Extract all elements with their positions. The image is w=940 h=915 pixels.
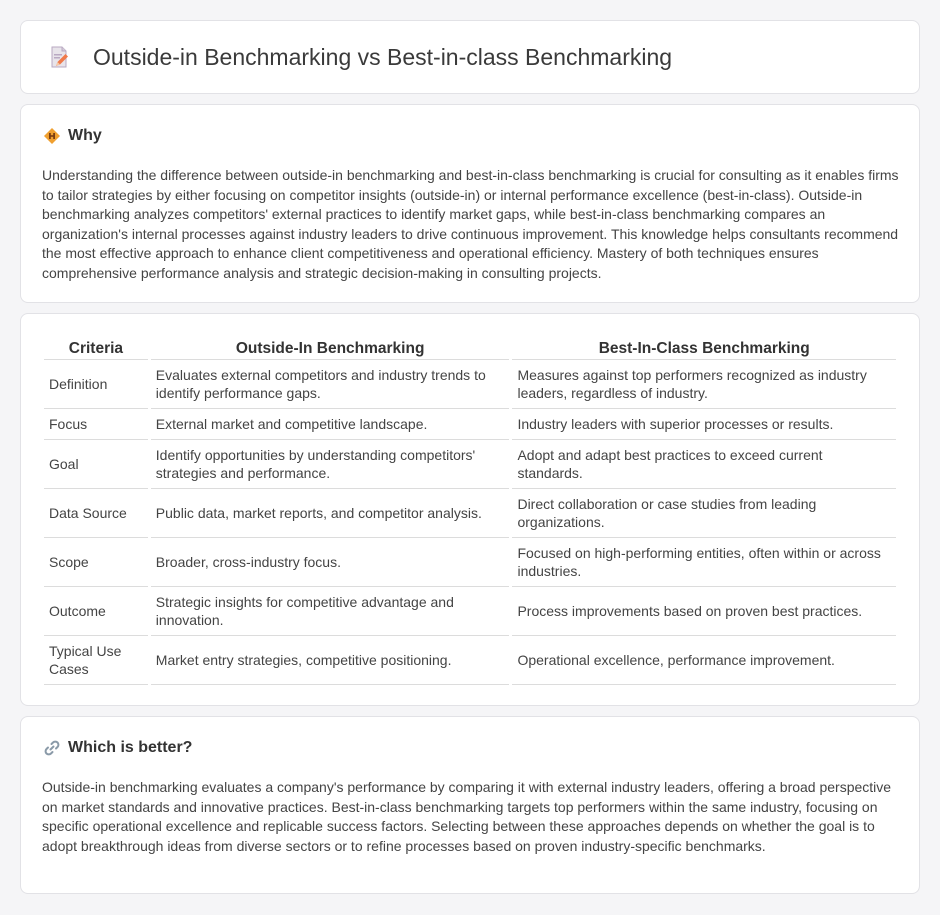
row-outside-in: External market and competitive landscape. xyxy=(151,409,510,440)
section-title-which-is-better: Which is better? xyxy=(68,739,193,756)
why-paragraph: Understanding the difference between outside-in benchmarking and best-in-class benchmarking is crucial for consulting as it enables firms to tailor strategies by either focusing on competitor insights (outside-in) or internal performance excellence (best-in-class). Outside-in benchmarking analyzes competitors' external practices to identify market gaps, while best-in-class benchmarking compares an organization's internal processes against industry leaders to drive continuous improvement. This knowledge helps consultants recommend the most effective approach to enhance client competitiveness and operational efficiency. Mastery of both techniques ensures comprehensive performance analysis and strategic decision-making in consulting projects. xyxy=(42,167,899,281)
why-section xyxy=(20,104,920,303)
row-best-in-class: Operational excellence, performance improvement. xyxy=(512,636,896,685)
row-best-in-class: Measures against top performers recognized as industry leaders, regardless of industry. xyxy=(512,360,896,409)
header-outside-in: Outside-In Benchmarking xyxy=(151,334,510,360)
table-header-row xyxy=(44,334,896,360)
row-criteria: Definition xyxy=(44,360,148,409)
row-outside-in: Strategic insights for competitive advantage and innovation. xyxy=(151,587,510,636)
row-criteria: Data Source xyxy=(44,489,148,538)
row-outside-in: Evaluates external competitors and industry trends to identify performance gaps. xyxy=(151,360,510,409)
row-best-in-class: Adopt and adapt best practices to exceed current standards. xyxy=(512,440,896,489)
comparison-table-card xyxy=(20,313,920,706)
which-is-better-section xyxy=(20,716,920,894)
table-row xyxy=(44,489,896,538)
row-best-in-class: Focused on high-performing entities, often within or across industries. xyxy=(512,538,896,587)
section-title-why: Why xyxy=(68,127,102,144)
row-criteria: Scope xyxy=(44,538,148,587)
comparison-table xyxy=(41,334,899,685)
row-best-in-class: Process improvements based on proven best practices. xyxy=(512,587,896,636)
row-criteria: Outcome xyxy=(44,587,148,636)
row-best-in-class: Direct collaboration or case studies from leading organizations. xyxy=(512,489,896,538)
row-criteria: Goal xyxy=(44,440,148,489)
table-row xyxy=(44,587,896,636)
row-outside-in: Market entry strategies, competitive positioning. xyxy=(151,636,510,685)
table-row xyxy=(44,360,896,409)
row-outside-in: Identify opportunities by understanding competitors' strategies and performance. xyxy=(151,440,510,489)
row-best-in-class: Industry leaders with superior processes or results. xyxy=(512,409,896,440)
row-outside-in: Public data, market reports, and competitor analysis. xyxy=(151,489,510,538)
table-row xyxy=(44,440,896,489)
header-best-in-class: Best-In-Class Benchmarking xyxy=(512,334,896,360)
document-pencil-icon xyxy=(47,45,71,69)
header-criteria: Criteria xyxy=(44,334,148,360)
title-card xyxy=(20,20,920,94)
row-criteria: Typical Use Cases xyxy=(44,636,148,685)
page-title: Outside-in Benchmarking vs Best-in-class Benchmarking xyxy=(93,43,673,70)
diamond-sign-icon xyxy=(43,127,61,145)
table-row xyxy=(44,538,896,587)
link-icon xyxy=(43,739,61,757)
row-criteria: Focus xyxy=(44,409,148,440)
row-outside-in: Broader, cross-industry focus. xyxy=(151,538,510,587)
table-row xyxy=(44,409,896,440)
which-is-better-paragraph: Outside-in benchmarking evaluates a company's performance by comparing it with external industry leaders, offering a broad perspective on market standards and innovative practices. Best-in-class benchmarking targets top performers within the same industry, focusing on specific operational excellence and replicable success factors. Selecting between these approaches depends on whether the goal is to adopt breakthrough ideas from diverse sectors or to refine processes based on proven industry-specific benchmarks. xyxy=(42,779,892,854)
table-row xyxy=(44,636,896,685)
